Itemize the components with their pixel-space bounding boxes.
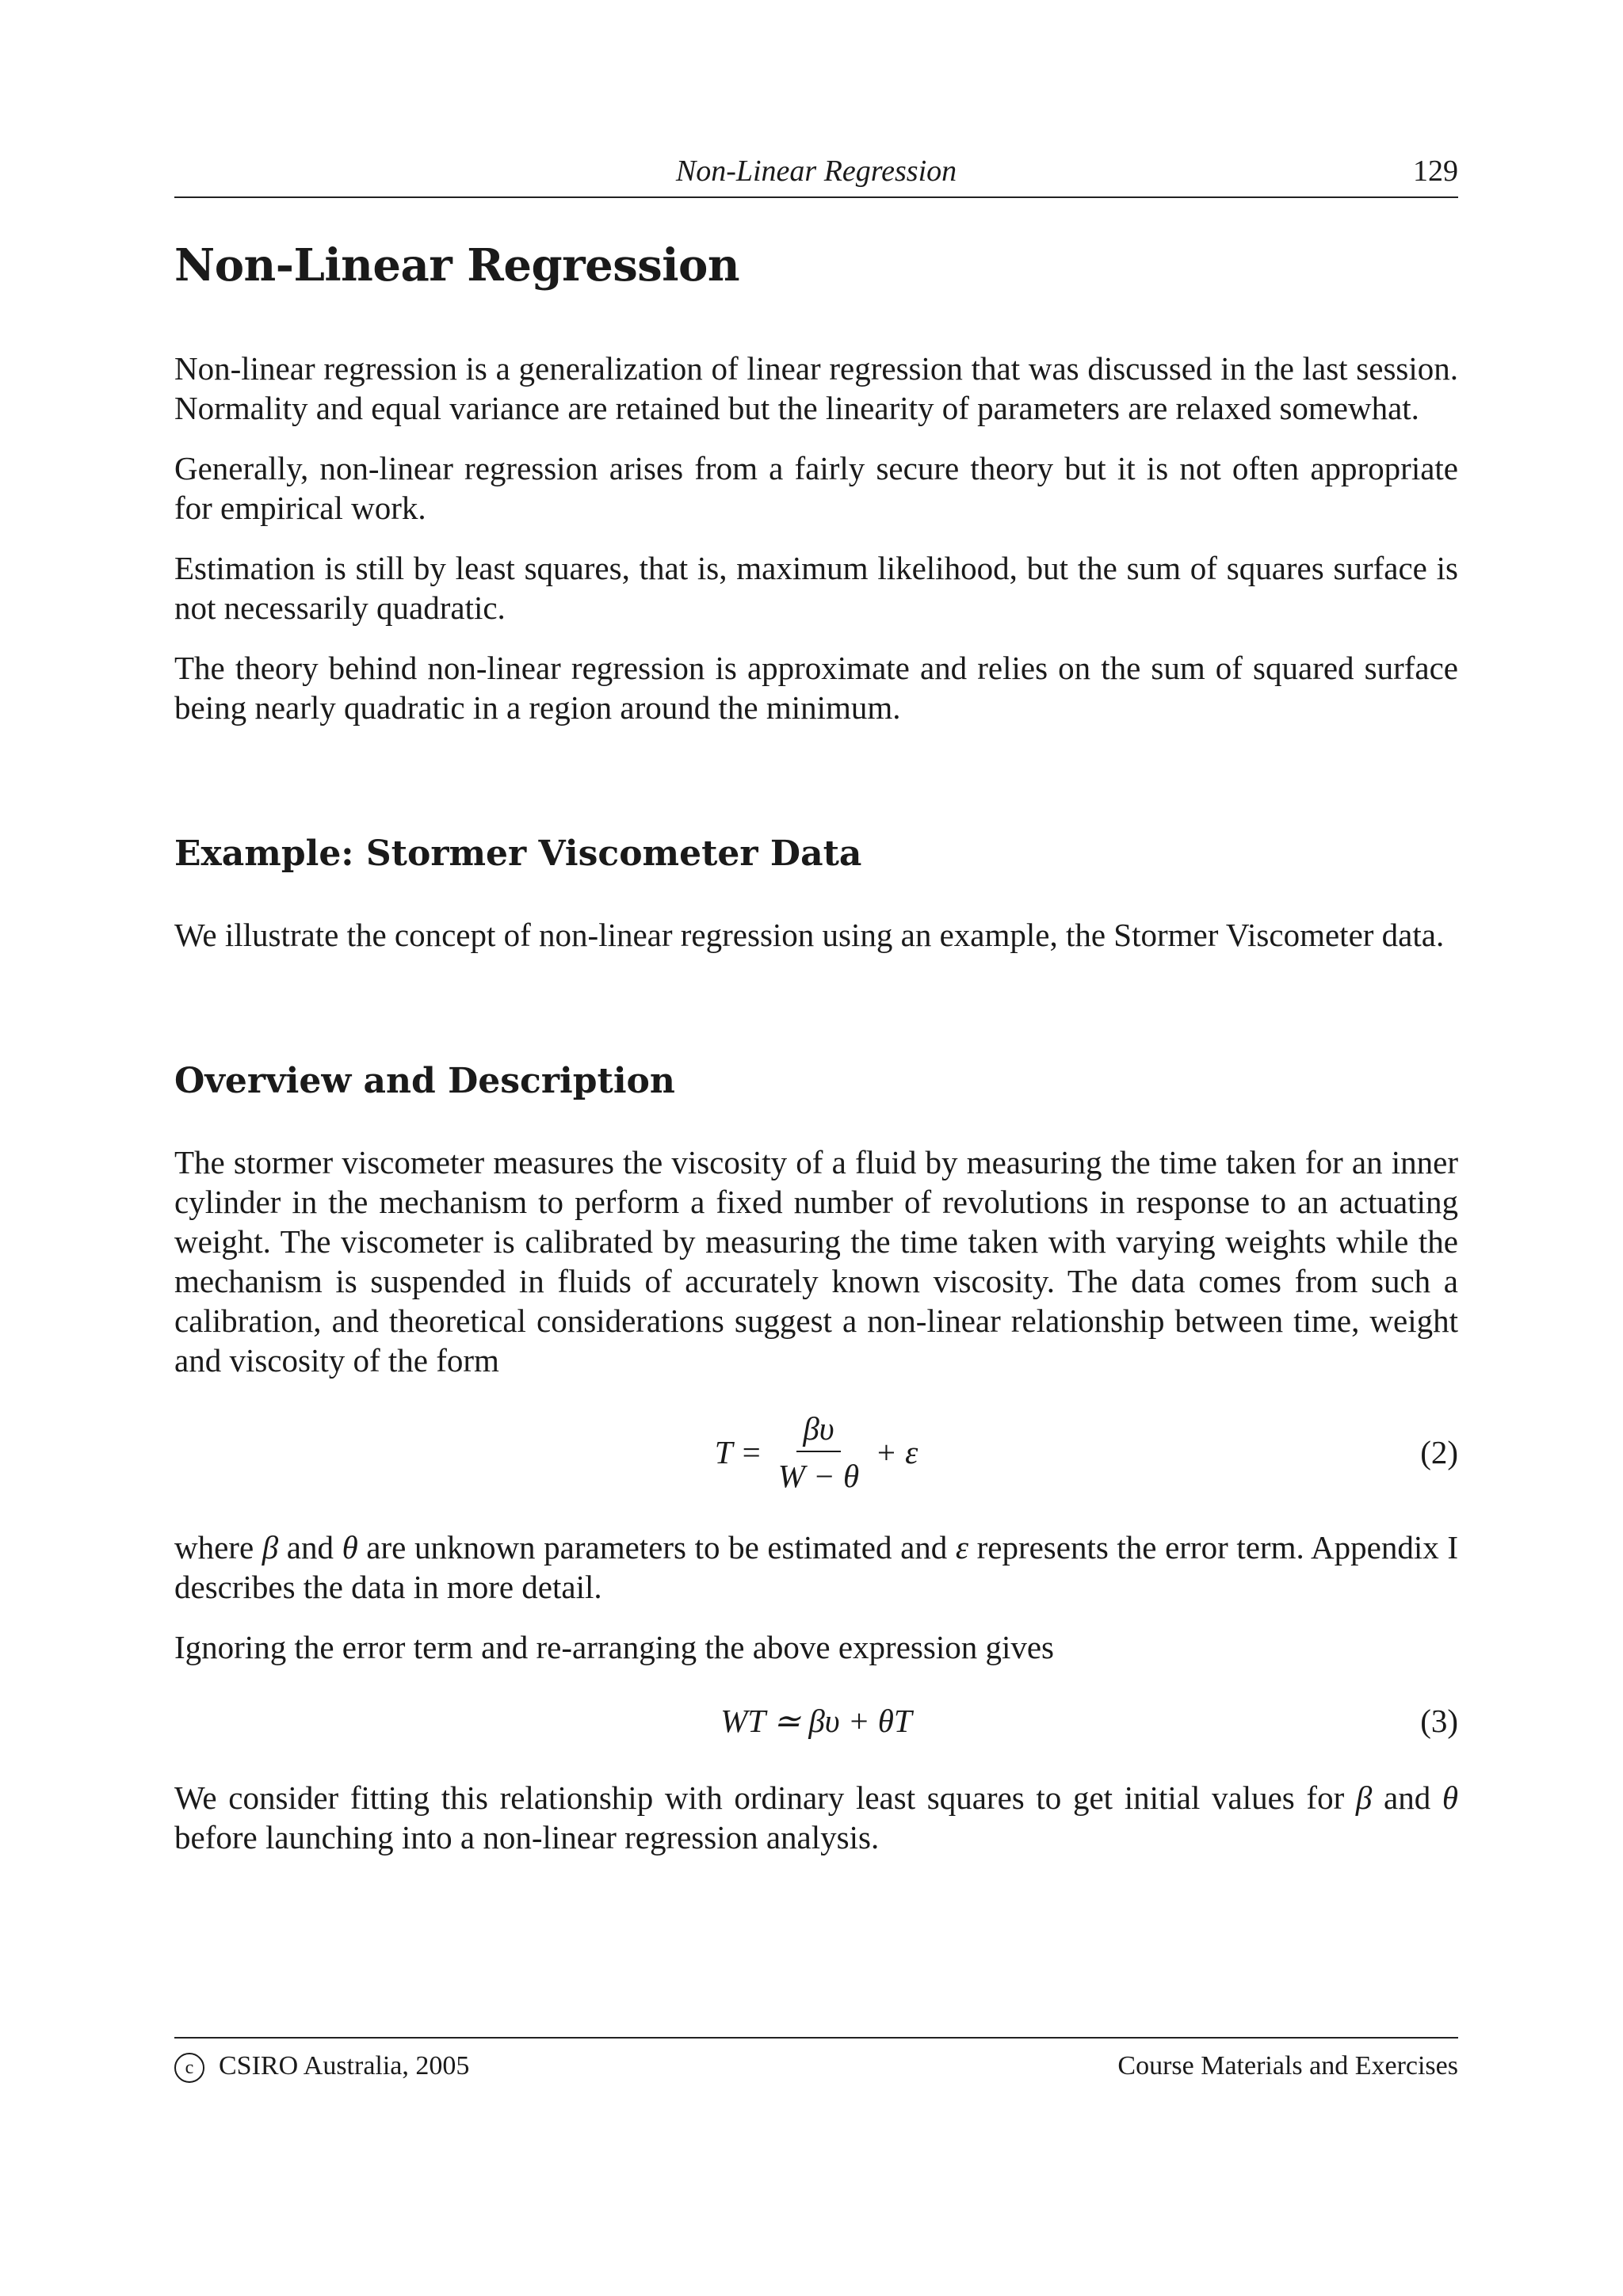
eq2-rhs: + ε	[875, 1434, 918, 1470]
running-title: Non-Linear Regression	[675, 154, 957, 188]
intro-paragraph-2: Generally, non-linear regression arises from a fairly secure theory but it is not often appropriate for empirical work.	[174, 450, 1458, 526]
chapter-title: Non-Linear Regression	[174, 239, 740, 292]
copyright-icon: c	[174, 2053, 204, 2083]
overview-paragraph-2: where β and θ are unknown parameters to be estimated and ε represents the error term. Appendix I describes the data in more detail.	[174, 1529, 1458, 1605]
eq2-lhs: T =	[714, 1434, 762, 1470]
eq2-fraction	[772, 1409, 865, 1495]
intro-paragraph-1: Non-linear regression is a generalization of linear regression that was discussed in the last session. Normality and equal variance are retained but the linearity of parameters are relaxed somewhat.	[174, 350, 1458, 426]
overview-heading: Overview and Description	[174, 1061, 675, 1101]
page-number: 129	[1413, 154, 1458, 188]
overview-paragraph-3: Ignoring the error term and re-arranging the above expression gives	[174, 1629, 1055, 1665]
page	[174, 151, 1458, 1878]
page-footer	[174, 2037, 1458, 2097]
equation-number-2: (2)	[1420, 1434, 1458, 1470]
intro-paragraph-4: The theory behind non-linear regression is approximate and relies on the sum of squared surface being nearly quadratic in a region around the minimum.	[174, 650, 1458, 726]
eq2-denominator: W − θ	[777, 1458, 860, 1494]
intro-paragraph-3: Estimation is still by least squares, that is, maximum likelihood, but the sum of squares surface is not necessarily quadratic.	[174, 550, 1458, 626]
overview-paragraph-1: The stormer viscometer measures the viscosity of a fluid by measuring the time taken for an inner cylinder in the mechanism to perform a fixed number of revolutions in response to an actuating weight. The viscometer is calibrated by measuring the time taken with varying weights while the mechanism is suspended in fluids of accurately known viscosity. The data comes from such a calibration, and theoretical considerations suggest a non-linear relationship between time, weight and viscosity of the form	[174, 1144, 1458, 1379]
running-header	[174, 151, 1458, 198]
equation-2	[174, 1401, 1458, 1504]
footer-right-text: Course Materials and Exercises	[1117, 2051, 1458, 2081]
equation-3	[174, 1688, 1458, 1754]
footer-copyright	[174, 2051, 469, 2083]
eq3-expression: WT ≃ βυ + θT	[720, 1703, 912, 1739]
example-heading: Example: Stormer Viscometer Data	[174, 833, 862, 874]
equation-number-3: (3)	[1420, 1703, 1458, 1739]
eq2-numerator: βυ	[796, 1409, 840, 1452]
overview-paragraph-4: We consider fitting this relationship with ordinary least squares to get initial values for β and θ before launching into a non-linear regression analysis.	[174, 1779, 1458, 1855]
example-paragraph: We illustrate the concept of non-linear regression using an example, the Stormer Viscometer data.	[174, 917, 1445, 953]
footer-left-text: CSIRO Australia, 2005	[219, 2051, 470, 2081]
